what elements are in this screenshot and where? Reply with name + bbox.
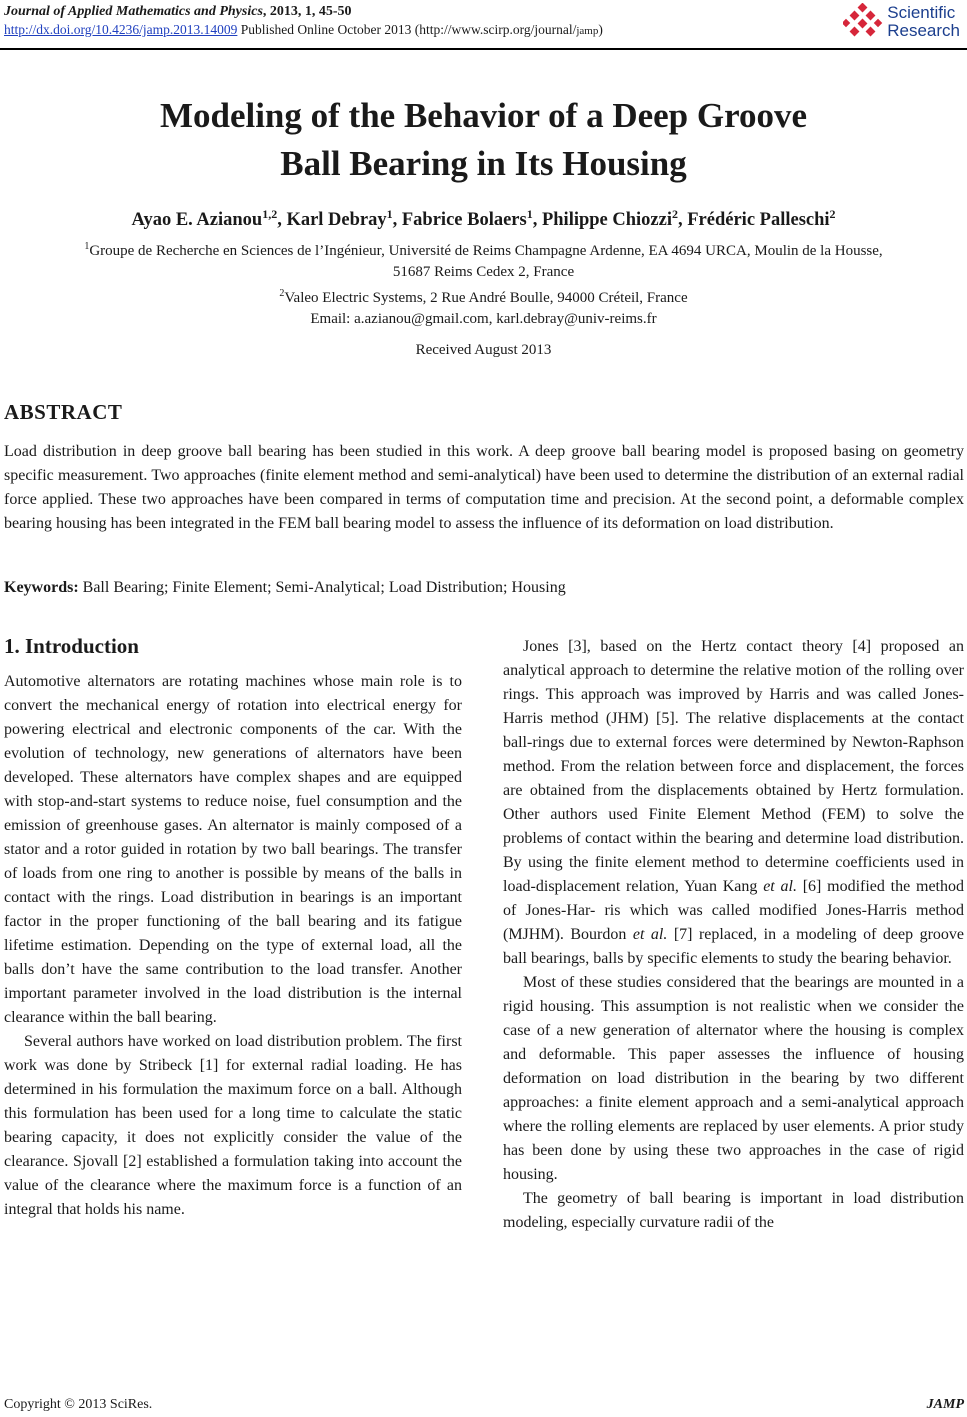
author-name: Frédéric Palleschi xyxy=(687,210,830,230)
author-affiliation-marker: 2 xyxy=(672,206,678,221)
affiliation-text: Groupe de Recherche en Sciences de l’Ingénieur, Université de Reims Champagne Ardenne, EA 4694 URCA, Moulin de la Housse, xyxy=(89,243,883,259)
et-al: et al. xyxy=(763,878,797,895)
paragraph xyxy=(503,635,964,971)
author-list xyxy=(0,208,967,232)
abstract-text: Load distribution in deep groove ball bearing has been studied in this work. A deep groove ball bearing model is proposed basing on geometry specific measurement. Two approaches (finite element method and semi-analytical) have been used to determine the distribution of an external radial force applied. These two approaches have been compared in terms of computation time and precision. At the second point, a deformable complex bearing housing has been integrated in the FEM ball bearing model to assess the influence of its deformation on load distribution. xyxy=(4,443,964,532)
affiliation-marker: 1 xyxy=(84,241,90,252)
paragraph: Several authors have worked on load distribution problem. The first work was done by Stribeck [1] for external radial loading. He has determined in his formulation the maximum force on a ball. Although this formulation has been used for a long time to calculate the static bearing capacity, it does not explicitly consider the value of the clearance. Sjovall [2] established a formulation taking into account the value of the clearance where the maximum force is a function of an integral that holds his name. xyxy=(4,1033,462,1218)
author-name: Ayao E. Azianou xyxy=(131,210,263,230)
journal-volume-pages: , 2013, 1, 45-50 xyxy=(262,4,352,19)
affiliation-1 xyxy=(0,236,967,262)
page-footer xyxy=(4,1397,964,1413)
journal-header xyxy=(4,3,964,47)
published-online: Published Online October 2013 (http://www.scirp.org/journal/ xyxy=(237,22,577,37)
author-separator: , xyxy=(392,210,402,230)
author-emails: Email: a.azianou@gmail.com, karl.debray@univ-reims.fr xyxy=(310,311,657,327)
section-heading: 1. Introduction xyxy=(4,634,139,658)
abstract-heading: ABSTRACT xyxy=(4,400,123,424)
paragraph-text: [6] modified the method of Jones-Har- ris which was called modified Jones-Harris method (MJHM). Bourdon xyxy=(503,878,964,943)
author-name: Philippe Chiozzi xyxy=(541,210,672,230)
author-affiliation-marker: 1 xyxy=(386,206,393,221)
publisher-name xyxy=(887,4,960,40)
keywords-label: Keywords: xyxy=(4,579,79,596)
publisher-logo xyxy=(843,3,960,41)
paragraph: Most of these studies considered that the bearings are mounted in a rigid housing. This assumption is not realistic when we consider the case of a new generation of alternator where the housing is complex and deformable. This paper assesses the influence of housing deformation on load distribution in the bearing by two different approaches: a finite element approach and a semi-analytical approach where the rolling elements are replaced by user elements. A prior study has been done by using these two approaches in the case of rigid housing. xyxy=(503,974,964,1183)
left-column xyxy=(4,632,462,1222)
paragraph: Automotive alternators are rotating machines whose main role is to convert the mechanical energy of rotation into electrical energy for powering electrical and electronic components of the car. With the evolution of technology, new generations of alternators have been developed. These alternators have complex shapes and are equipped with stop-and-start systems to reduce noise, fuel consumption and the emission of greenhouse gases. An alternator is mainly composed of a stator and a rotor guided in rotation by two ball bearings. The transfer of loads from one ring to another is possible by means of the balls in contact with the rings. Load distribution in bearings is an important factor in the proper functioning of the ball bearing and its fatigue lifetime estimation. Depending on the type of external load, all the balls don’t have the same contribution to the load transfer. Another important parameter involved in the load distribution is the internal clearance within the ball bearing. xyxy=(4,673,462,1026)
publisher-line-1: Scientific xyxy=(887,3,956,22)
author-separator: , xyxy=(277,210,287,230)
paragraph-text: Jones [3], based on the Hertz contact theory [4] proposed an analytical approach to determine the relative motion of the rolling over rings. This approach was improved by Harris and was called Jones-Harris method (JHM) [5]. The relative displacements at the contact ball-rings due to external forces were determined by Newton-Raphson method. From the relation between force and displacement, the forces are obtained from the displacements obtained by Hertz formulation. Other authors used Finite Element Method (FEM) to solve the problems of contact within the bearing and determine load distribution. By using the finite element method to determine coefficients used in load-displacement relation, Yuan Kang xyxy=(503,638,964,895)
keywords xyxy=(4,577,964,599)
author-affiliation-marker: 2 xyxy=(829,206,836,221)
received-date: Received August 2013 xyxy=(415,342,552,358)
keywords-text: Ball Bearing; Finite Element; Semi-Analytical; Load Distribution; Housing xyxy=(78,579,566,596)
affiliation-text: Valeo Electric Systems, 2 Rue André Boulle, 94000 Créteil, France xyxy=(284,290,688,306)
et-al: et al. xyxy=(632,926,668,943)
journal-name: Journal of Applied Mathematics and Physics xyxy=(4,4,263,19)
paragraph-text: [7] replaced, in a modeling of deep groove ball bearings, balls by specific elements to study the bearing behavior. xyxy=(503,926,964,967)
affiliation-2 xyxy=(0,283,967,309)
author-name: Karl Debray xyxy=(286,210,387,230)
paragraph: The geometry of ball bearing is important in load distribution modeling, especially curvature radii of the xyxy=(503,1190,964,1231)
author-separator: , xyxy=(678,210,688,230)
author-affiliation-marker: 1,2 xyxy=(262,206,278,221)
affiliation-1-cont: 51687 Reims Cedex 2, France xyxy=(392,264,575,280)
affiliations xyxy=(0,236,967,330)
title-line-2: Ball Bearing in Its Housing xyxy=(280,144,687,183)
publisher-line-2: Research xyxy=(887,21,960,40)
author-affiliation-marker: 1 xyxy=(526,206,533,221)
journal-abbreviation: JAMP xyxy=(926,1397,964,1412)
close-paren: ) xyxy=(598,22,603,37)
scientific-research-logo-icon xyxy=(843,3,883,41)
paper-title xyxy=(0,92,967,188)
journal-code: jamp xyxy=(576,25,599,37)
right-column xyxy=(503,635,964,1235)
author-separator: , xyxy=(532,210,542,230)
copyright: Copyright © 2013 SciRes. xyxy=(4,1397,153,1412)
journal-citation xyxy=(4,3,964,21)
doi-line xyxy=(4,21,964,40)
affiliation-marker: 2 xyxy=(279,288,285,299)
doi-link[interactable]: http://dx.doi.org/10.4236/jamp.2013.14009 xyxy=(4,22,238,37)
title-line-1: Modeling of the Behavior of a Deep Groove xyxy=(159,96,808,135)
author-name: Fabrice Bolaers xyxy=(401,210,527,230)
header-rule xyxy=(0,48,967,50)
